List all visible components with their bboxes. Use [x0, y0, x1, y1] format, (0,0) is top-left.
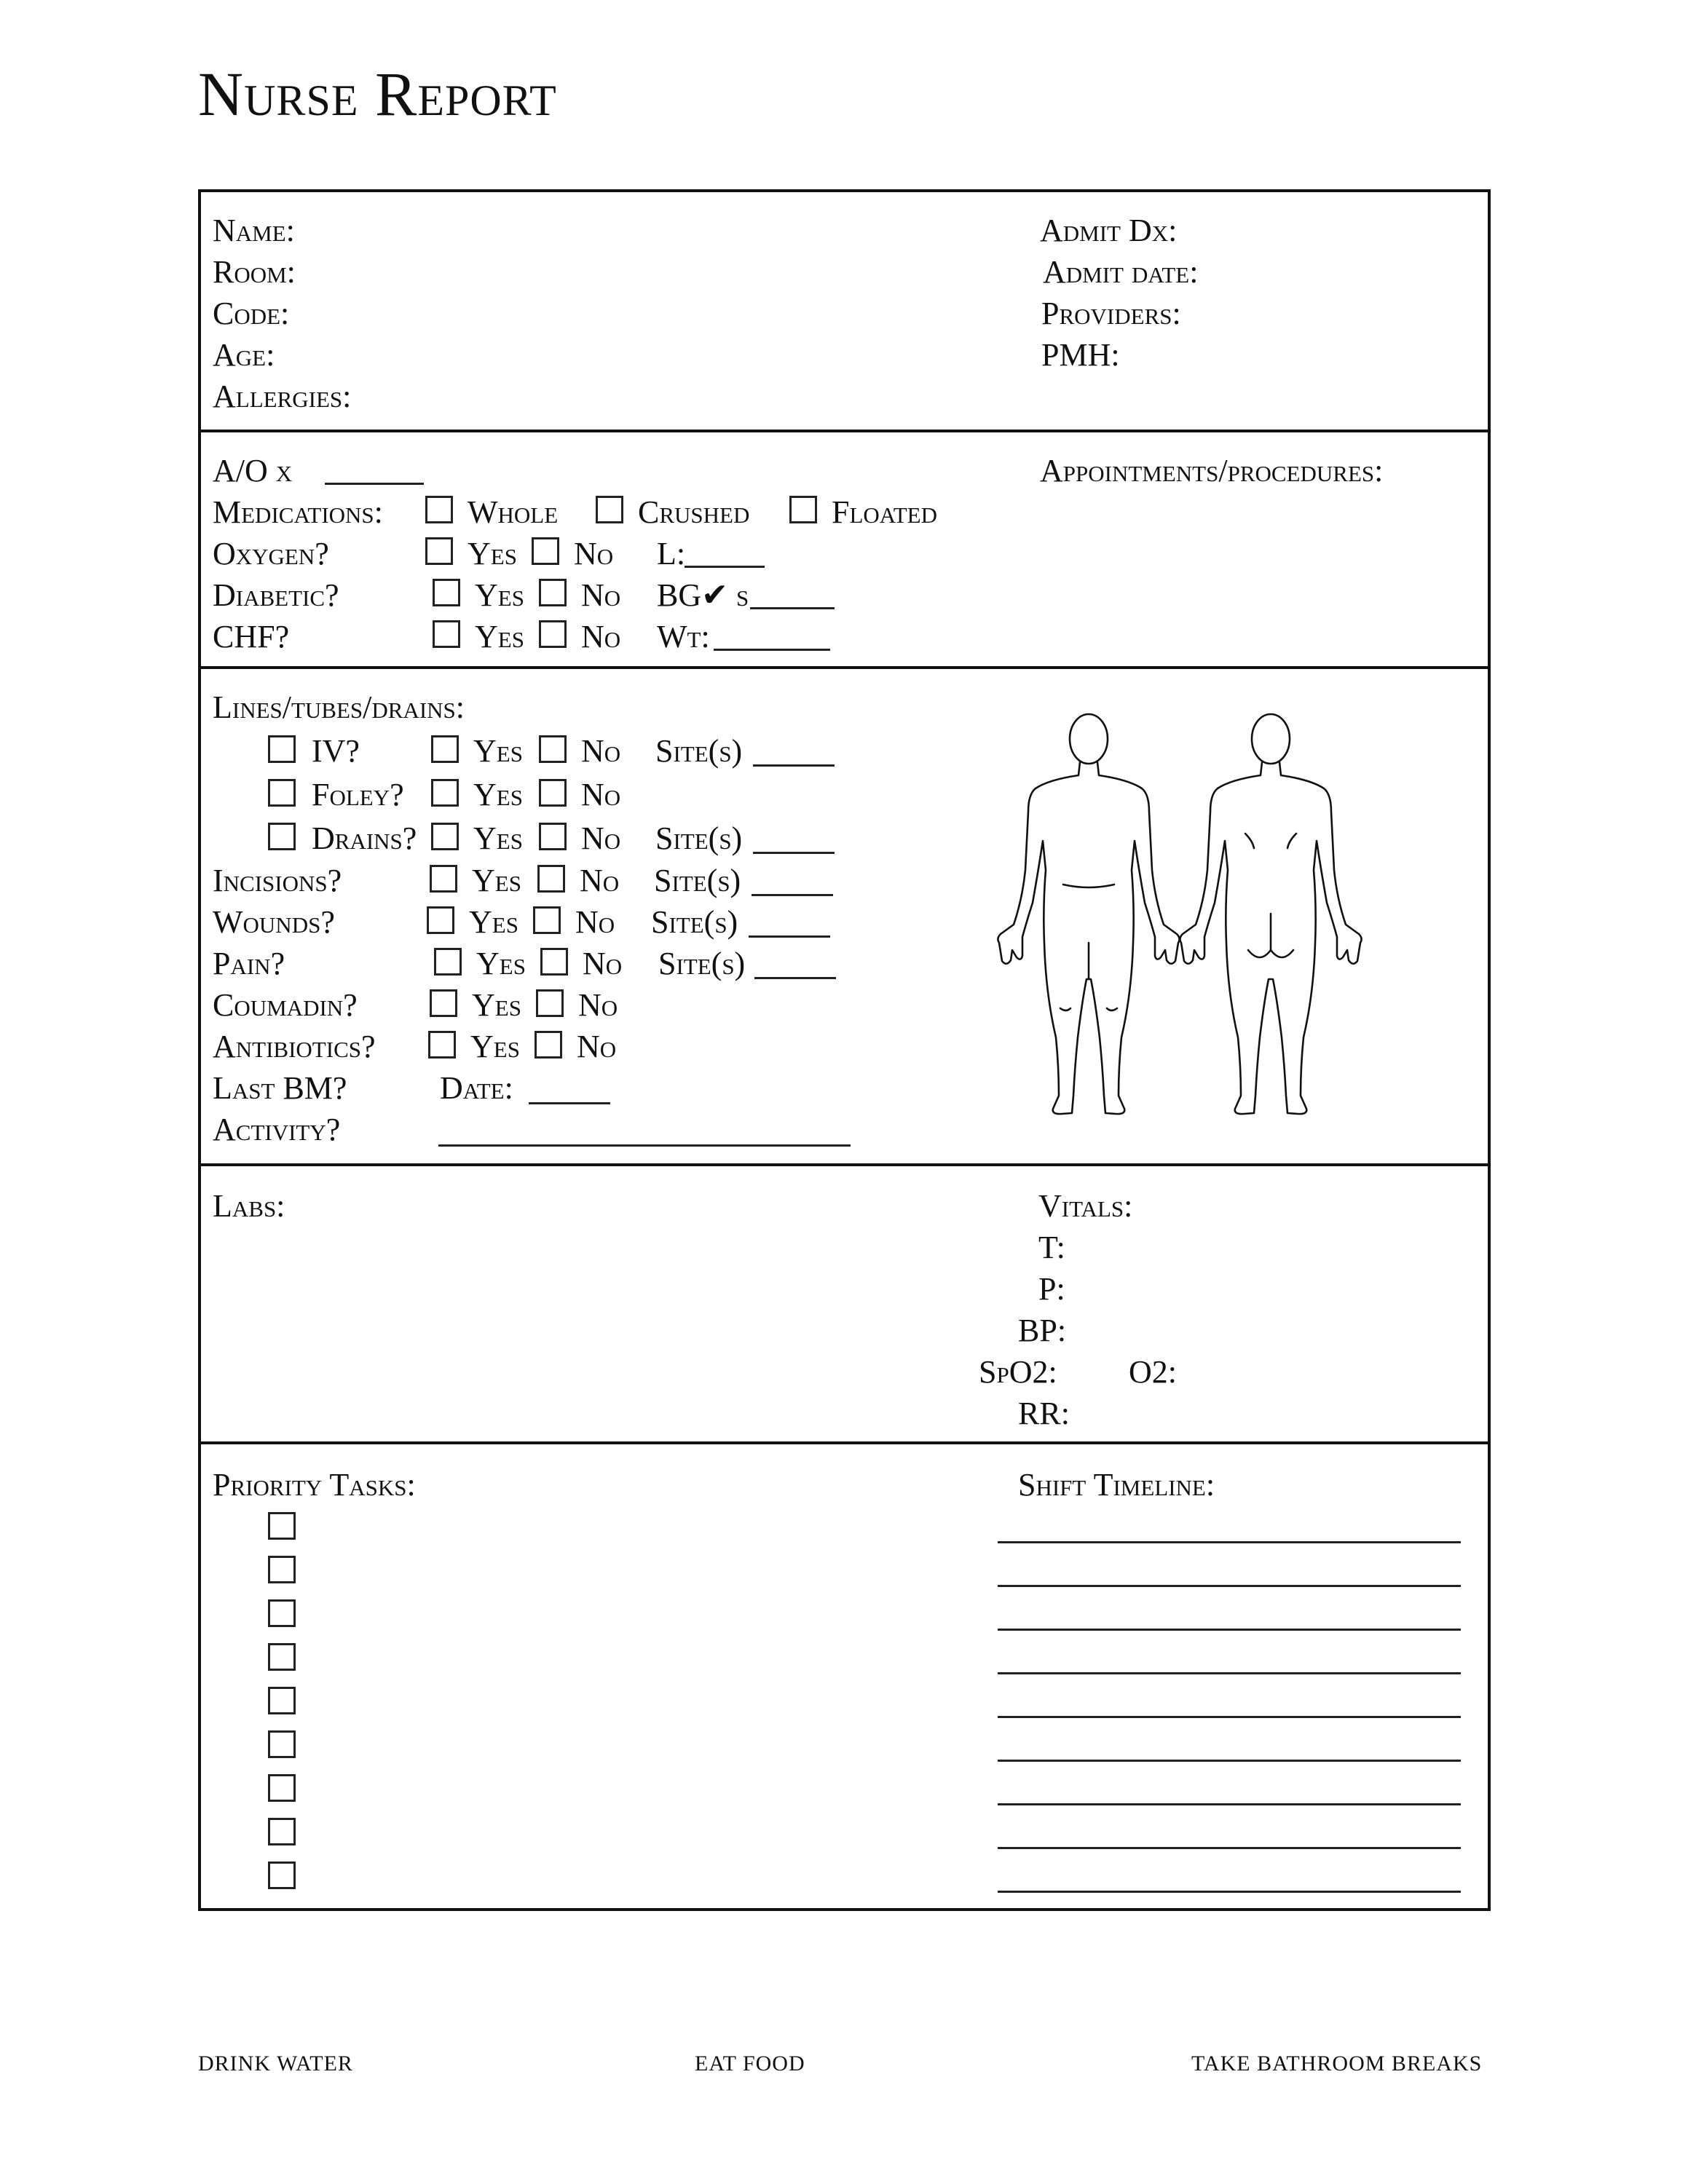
liters-label: L: [657, 536, 686, 571]
priority-task-checkbox-1[interactable] [268, 1512, 296, 1540]
liters-blank[interactable] [685, 566, 765, 568]
diabetic-no-label: No [581, 577, 621, 613]
antibiotics-label: Antibiotics? [213, 1029, 376, 1064]
wounds-yes-label: Yes [469, 904, 518, 940]
timeline-line-7[interactable] [998, 1803, 1461, 1805]
last-bm-label: Last BM? [213, 1070, 347, 1106]
drains-yes-checkbox[interactable] [431, 823, 459, 850]
divider-2 [198, 666, 1491, 669]
foley-no-label: No [581, 777, 621, 812]
pain-sites-label: Site(s) [658, 946, 746, 981]
drains-no-label: No [581, 820, 621, 856]
oxygen-no-checkbox[interactable] [532, 537, 559, 565]
floated-checkbox[interactable] [789, 496, 817, 523]
foley-yes-checkbox[interactable] [431, 779, 459, 807]
incisions-yes-checkbox[interactable] [430, 865, 457, 893]
iv-no-label: No [581, 733, 621, 769]
weight-label: Wt: [657, 619, 710, 654]
back-body-outline [1180, 714, 1361, 1114]
body-diagram[interactable] [990, 703, 1369, 1117]
pain-no-checkbox[interactable] [540, 948, 568, 976]
rr-label: RR: [1018, 1396, 1070, 1431]
bg-checks-blank[interactable] [750, 607, 835, 609]
lines-header: Lines/tubes/drains: [213, 689, 465, 725]
iv-label: IV? [312, 733, 360, 769]
antibiotics-yes-checkbox[interactable] [428, 1031, 456, 1059]
timeline-line-1[interactable] [998, 1541, 1461, 1543]
floated-label: Floated [832, 494, 938, 530]
allergies-label: Allergies: [213, 379, 352, 414]
shift-timeline-label: Shift Timeline: [1018, 1467, 1215, 1503]
providers-label: Providers: [1041, 296, 1181, 331]
drains-checkbox[interactable] [268, 823, 296, 850]
antibiotics-no-label: No [577, 1029, 617, 1064]
activity-label: Activity? [213, 1112, 341, 1147]
timeline-line-3[interactable] [998, 1629, 1461, 1631]
coumadin-no-checkbox[interactable] [536, 989, 564, 1017]
admit-dx-label: Admit Dx: [1040, 213, 1178, 248]
drains-sites-label: Site(s) [655, 820, 743, 856]
coumadin-no-label: No [578, 987, 618, 1023]
divider-1 [198, 430, 1491, 432]
timeline-line-8[interactable] [998, 1847, 1461, 1849]
incisions-label: Incisions? [213, 863, 342, 898]
iv-no-checkbox[interactable] [539, 735, 567, 763]
pulse-label: P: [1038, 1271, 1065, 1307]
oxygen-yes-checkbox[interactable] [425, 537, 453, 565]
drains-no-checkbox[interactable] [539, 823, 567, 850]
coumadin-yes-checkbox[interactable] [430, 989, 457, 1017]
admit-date-label: Admit date: [1043, 254, 1199, 290]
activity-blank[interactable] [438, 1144, 851, 1147]
timeline-line-6[interactable] [998, 1760, 1461, 1762]
priority-task-checkbox-2[interactable] [268, 1556, 296, 1583]
whole-checkbox[interactable] [425, 496, 453, 523]
wounds-label: Wounds? [213, 904, 335, 940]
coumadin-label: Coumadin? [213, 987, 358, 1023]
footer-bathroom-breaks: TAKE BATHROOM BREAKS [1191, 2052, 1483, 2076]
whole-label: Whole [468, 494, 559, 530]
footer-drink-water: DRINK WATER [198, 2052, 353, 2076]
oxygen-label: Oxygen? [213, 536, 329, 571]
page-title: Nurse Report [198, 59, 557, 129]
crushed-label: Crushed [638, 494, 750, 530]
wounds-yes-checkbox[interactable] [427, 906, 454, 934]
bp-label: BP: [1018, 1313, 1067, 1348]
timeline-line-4[interactable] [998, 1672, 1461, 1674]
foley-no-checkbox[interactable] [539, 779, 567, 807]
incisions-sites-blank[interactable] [752, 894, 833, 896]
chf-yes-checkbox[interactable] [433, 620, 460, 648]
wounds-no-label: No [575, 904, 615, 940]
ao-blank[interactable] [325, 483, 424, 485]
timeline-line-5[interactable] [998, 1716, 1461, 1718]
code-label: Code: [213, 296, 290, 331]
pain-yes-label: Yes [476, 946, 526, 981]
iv-yes-label: Yes [473, 733, 523, 769]
foley-checkbox[interactable] [268, 779, 296, 807]
priority-task-checkbox-6[interactable] [268, 1730, 296, 1758]
diabetic-no-checkbox[interactable] [539, 579, 567, 606]
temp-label: T: [1038, 1230, 1065, 1265]
diabetic-label: Diabetic? [213, 577, 339, 613]
oxygen-yes-label: Yes [468, 536, 517, 571]
date-blank[interactable] [529, 1102, 610, 1104]
chf-yes-label: Yes [475, 619, 524, 654]
weight-blank[interactable] [714, 649, 830, 651]
priority-tasks-label: Priority Tasks: [213, 1467, 416, 1503]
foley-yes-label: Yes [473, 777, 523, 812]
timeline-line-2[interactable] [998, 1585, 1461, 1587]
name-label: Name: [213, 213, 295, 248]
priority-task-checkbox-3[interactable] [268, 1599, 296, 1627]
pain-yes-checkbox[interactable] [434, 948, 462, 976]
spo2-label: SpO2: [979, 1354, 1057, 1390]
priority-task-checkbox-9[interactable] [268, 1861, 296, 1889]
chf-no-label: No [581, 619, 621, 654]
footer-eat-food: EAT FOOD [695, 2052, 805, 2076]
pain-label: Pain? [213, 946, 285, 981]
o2-label: O2: [1129, 1354, 1177, 1390]
drains-sites-blank[interactable] [753, 852, 835, 854]
diabetic-yes-label: Yes [475, 577, 524, 613]
front-body-outline [998, 714, 1179, 1114]
coumadin-yes-label: Yes [472, 987, 521, 1023]
divider-4 [198, 1441, 1491, 1444]
antibiotics-no-checkbox[interactable] [535, 1031, 562, 1059]
medications-label: Medications: [213, 494, 383, 530]
incisions-sites-label: Site(s) [654, 863, 741, 898]
chf-no-checkbox[interactable] [539, 620, 567, 648]
foley-label: Foley? [312, 777, 404, 812]
priority-task-checkbox-5[interactable] [268, 1687, 296, 1714]
pmh-label: PMH: [1041, 337, 1120, 373]
divider-3 [198, 1163, 1491, 1166]
pain-sites-blank[interactable] [754, 977, 836, 979]
iv-checkbox[interactable] [268, 735, 296, 763]
iv-yes-checkbox[interactable] [431, 735, 459, 763]
vitals-label: Vitals: [1038, 1188, 1133, 1224]
priority-task-checkbox-8[interactable] [268, 1818, 296, 1845]
appointments-label: Appointments/procedures: [1040, 453, 1384, 488]
chf-label: CHF? [213, 619, 290, 654]
incisions-no-label: No [580, 863, 620, 898]
diabetic-yes-checkbox[interactable] [433, 579, 460, 606]
iv-sites-blank[interactable] [753, 764, 835, 767]
incisions-no-checkbox[interactable] [537, 865, 565, 893]
timeline-line-9[interactable] [998, 1891, 1461, 1893]
crushed-checkbox[interactable] [596, 496, 623, 523]
oxygen-no-label: No [574, 536, 614, 571]
wounds-sites-label: Site(s) [651, 904, 738, 940]
pain-no-label: No [583, 946, 623, 981]
iv-sites-label: Site(s) [655, 733, 743, 769]
wounds-sites-blank[interactable] [749, 935, 830, 938]
priority-task-checkbox-4[interactable] [268, 1643, 296, 1671]
antibiotics-yes-label: Yes [470, 1029, 520, 1064]
room-label: Room: [213, 254, 296, 290]
date-label: Date: [440, 1070, 513, 1106]
drains-yes-label: Yes [473, 820, 523, 856]
age-label: Age: [213, 337, 275, 373]
bg-checks-label: BG✔ s [657, 577, 749, 613]
wounds-no-checkbox[interactable] [533, 906, 561, 934]
drains-label: Drains? [312, 820, 417, 856]
priority-task-checkbox-7[interactable] [268, 1774, 296, 1802]
incisions-yes-label: Yes [472, 863, 521, 898]
labs-label: Labs: [213, 1188, 285, 1224]
ao-label: A/O x [213, 453, 293, 488]
